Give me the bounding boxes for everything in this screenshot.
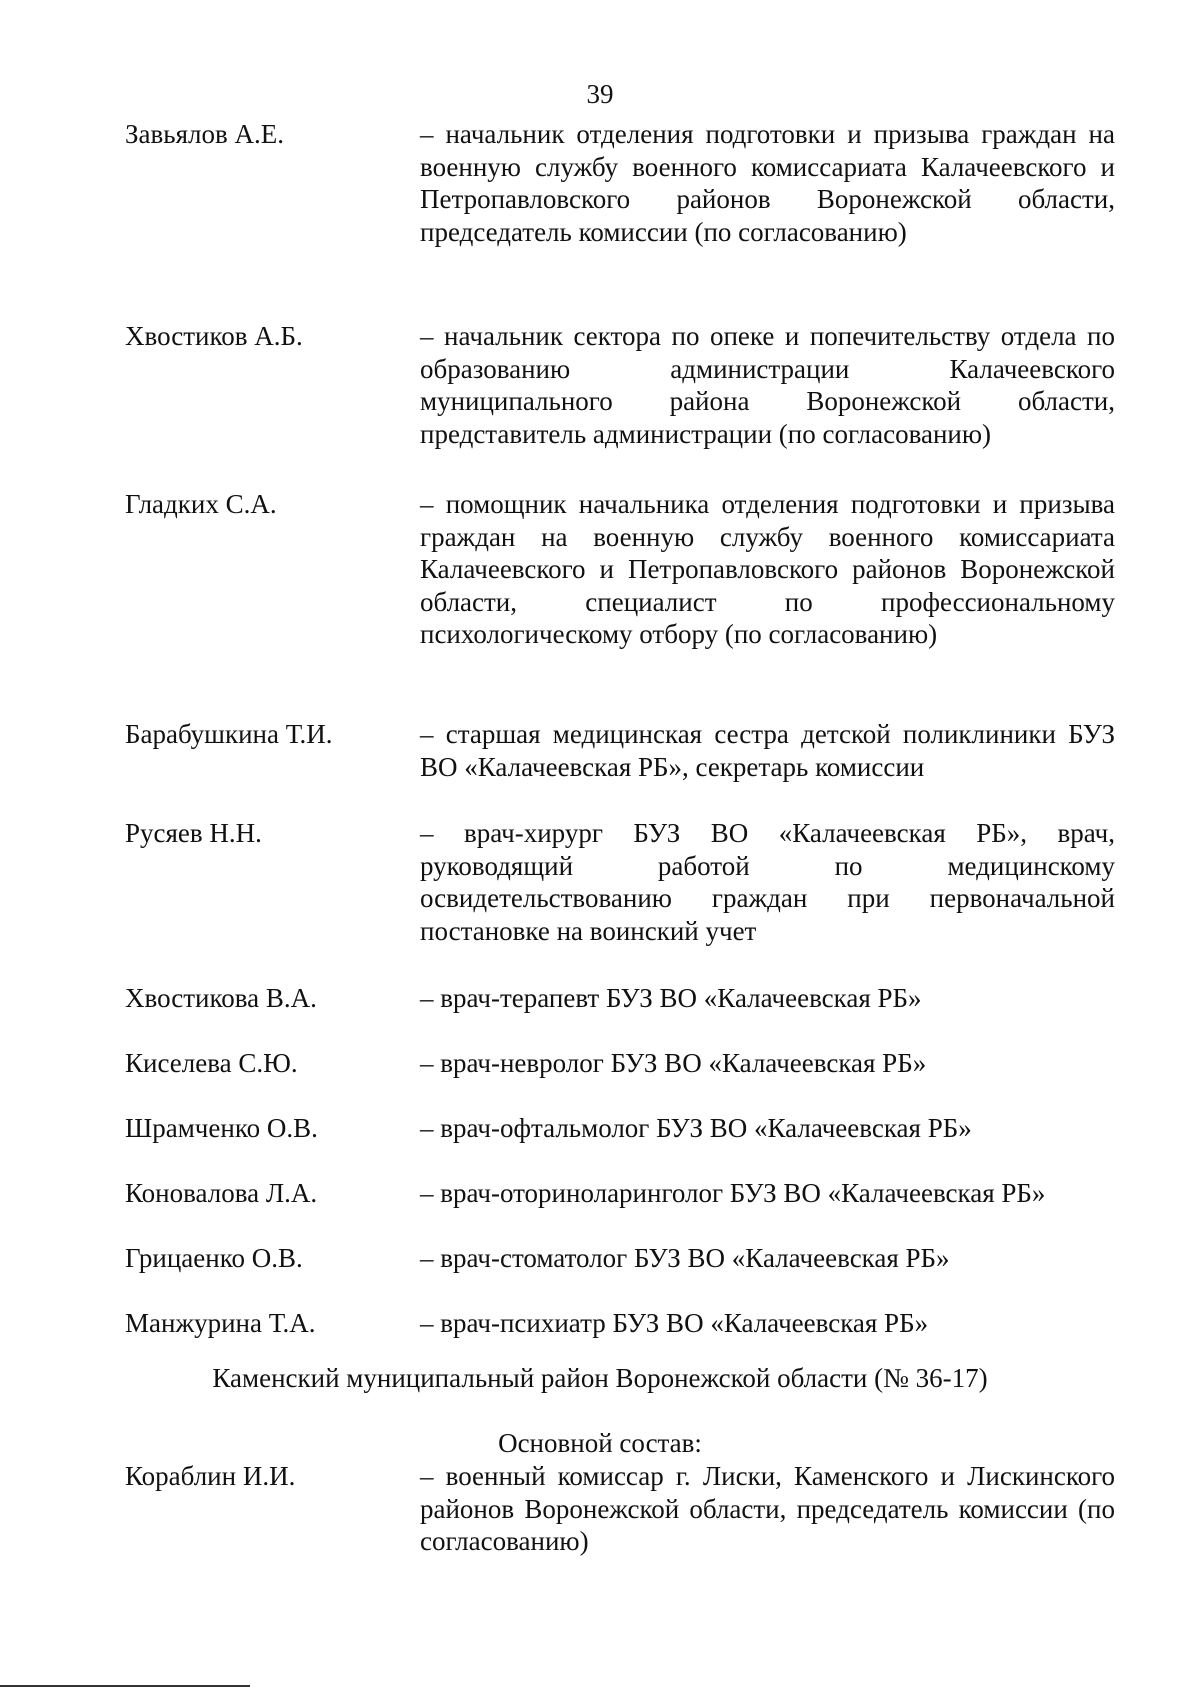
member-name: Барабушкина Т.И. bbox=[125, 719, 333, 749]
member-name: Манжурина Т.А. bbox=[125, 1308, 316, 1338]
member-name: Русяев Н.Н. bbox=[125, 818, 262, 848]
page-number: 39 bbox=[586, 79, 614, 109]
member-name: Завьялов А.Е. bbox=[125, 119, 284, 149]
member-name: Гладких С.А. bbox=[125, 489, 277, 519]
member-name: Шрамченко О.В. bbox=[125, 1113, 318, 1143]
member-role: – врач-стоматолог БУЗ ВО «Калачеевская РБ» bbox=[420, 1243, 950, 1273]
member-name: Хвостикова В.А. bbox=[125, 983, 317, 1013]
member-role: – военный комиссар г. Лиски, Каменского и Лискинского районов Воронежской области, председатель комиссии (по согласованию) bbox=[420, 1461, 1115, 1556]
member-role: – врач-хирург БУЗ ВО «Калачеевская РБ», врач, руководящий работой по медицинскому освидетельствованию граждан при первоначальной постановке на воинский учет bbox=[420, 818, 1115, 946]
member-name: Хвостиков А.Б. bbox=[125, 321, 303, 351]
member-role: – врач-психиатр БУЗ ВО «Калачеевская РБ» bbox=[420, 1308, 929, 1338]
member-role: – врач-офтальмолог БУЗ ВО «Калачеевская РБ» bbox=[420, 1113, 972, 1143]
subsection-title: Основной состав: bbox=[498, 1428, 702, 1458]
member-role: – начальник отделения подготовки и призыва граждан на военную службу военного комиссариата Калачеевского и Петропавловского районов Воронежской области, председатель комиссии (по согласованию) bbox=[420, 119, 1115, 247]
member-role: – старшая медицинская сестра детской поликлиники БУЗ ВО «Калачеевская РБ», секретарь комиссии bbox=[420, 719, 1115, 782]
member-name: Грицаенко О.В. bbox=[125, 1243, 303, 1273]
member-role: – помощник начальника отделения подготовки и призыва граждан на военную службу военного комиссариата Калачеевского и Петропавловского районов Воронежской области, специалист по профессиональному психологическому отбору (по согласованию) bbox=[420, 489, 1115, 649]
member-role: – начальник сектора по опеке и попечительству отдела по образованию администрации Калачеевского муниципального района Воронежской области, представитель администрации (по согласованию) bbox=[420, 321, 1115, 449]
member-role: – врач-невролог БУЗ ВО «Калачеевская РБ» bbox=[420, 1048, 927, 1078]
section-title: Каменский муниципальный район Воронежской области (№ 36-17) bbox=[212, 1363, 988, 1393]
member-role: – врач-оториноларинголог БУЗ ВО «Калачеевская РБ» bbox=[420, 1178, 1046, 1208]
footer-rule bbox=[0, 1685, 250, 1687]
member-name: Коновалова Л.А. bbox=[125, 1178, 318, 1208]
member-name: Кораблин И.И. bbox=[125, 1461, 296, 1491]
member-name: Киселева С.Ю. bbox=[125, 1048, 298, 1078]
member-role: – врач-терапевт БУЗ ВО «Калачеевская РБ» bbox=[420, 983, 922, 1013]
